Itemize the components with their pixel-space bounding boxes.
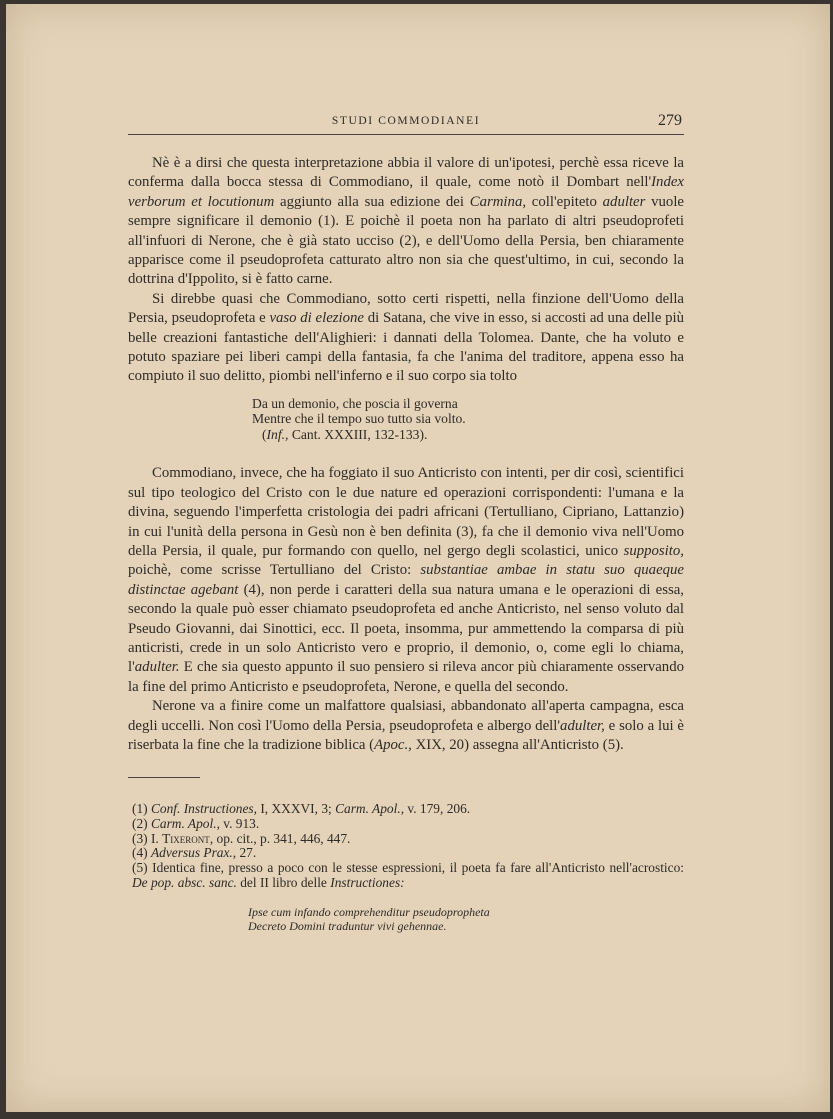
page-number: 279	[658, 112, 682, 129]
paragraph-2: Si direbbe quasi che Commodiano, sotto certi rispetti, nella finzione dell'Uomo della Persia, pseudoprofeta e vaso di elezione di Satana, che vive in esso, si accosti ad una delle più belle creazioni fantastiche dell'Alighieri: i dannati della Tolomea. Dante, che ha voluto e potuto spaziare pei liberi campi della fantasia, fa che l'anima del traditore, appena esso ha compiuto il suo delitto, piombi nell'inferno e il suo corpo sia tolto	[128, 290, 685, 385]
running-title: STUDI COMMODIANEI	[331, 115, 481, 127]
footnote-1: (1) Conf. Instructiones, I, XXXVI, 3; Carm. Apol., v. 179, 206.	[132, 801, 471, 816]
book-page	[6, 4, 830, 1112]
verse-citation: (Inf., Cant. XXXIII, 132-133).	[262, 426, 428, 442]
footnote-5: (5) Identica fine, presso a poco con le stesse espressioni, il poeta fa fare all'Anticristo nell'acrostico: De pop. absc. sanc. del II libro delle Instructiones:	[132, 860, 684, 890]
footnote-verse	[248, 905, 684, 933]
verse-line: Mentre che il tempo suo tutto sia volto.	[252, 411, 466, 427]
footnote-4: (4) Adversus Prax., 27.	[132, 845, 257, 861]
verse-line: Da un demonio, che poscia il governa	[252, 395, 458, 411]
verse-line: Ipse cum infando comprehenditur pseudopropheta	[248, 904, 490, 919]
main-text	[128, 154, 684, 755]
footnote-3: (3) I. Tixeront, op. cit., p. 341, 446, 447.	[132, 830, 351, 846]
footnote-2: (2) Carm. Apol., v. 913.	[132, 815, 260, 831]
verse-line: Decreto Domini traduntur vivi gehennae.	[248, 918, 447, 933]
footnotes	[128, 802, 684, 933]
paragraph-4: Nerone va a finire come un malfattore qualsiasi, abbandonato all'aperta campagna, esca degli uccelli. Non così l'Uomo della Persia, pseudoprofeta e albergo dell'adulter, e solo a lui è riserbata la fine che la tradizione biblica (Apoc., XIX, 20) assegna all'Anticristo (5).	[128, 698, 684, 754]
paragraph-3: Commodiano, invece, che ha foggiato il suo Anticristo con intenti, per dir così, scientifici sul tipo teologico del Cristo con le due nature ed operazioni corrispondenti: l'umana e la divina, seguendo l'imperfetta cristologia dei padri africani (Tertulliano, Cipriano, Lattanzio) in cui l'unità della persona in Gesù non è ben definita (3), fa che il demonio viva nell'Uomo della Persia, il quale, pur formando con quello, nel gergo degli scolastici, unico supposito, poichè, come scrisse Tertulliano del Cristo: substantiae ambae in statu suo quaeque distinctae agebant (4), non perde i caratteri della sua natura umana e le operazioni di essa, secondo la quale può esser chiamato pseudoprofeta ed anche Anticristo, nel senso voluto dal Pseudo Giovanni, dai Sinottici, ecc. Il poeta, insomma, pur ammettendo la comparsa di più anticristi, crede in un solo Anticristo vero e proprio, il demonio, o, come egli lo chiama, l'adulter. E che sia questo appunto il suo pensiero si rileva ancor più chiaramente osservando la fine del primo Anticristo e pseudoprofeta, Nerone, e quella del secondo.	[128, 465, 685, 695]
running-head	[128, 112, 684, 135]
paragraph-1: Nè è a dirsi che questa interpretazione abbia il valore di un'ipotesi, perchè essa riceve la conferma dalla bocca stessa di Commodiano, il quale, come notò il Dombart nell'Index verborum et locutionum aggiunto alla sua edizione dei Carmina, coll'epiteto adulter vuole sempre significare il demonio (1). E poichè il poeta non ha parlato di altri pseudoprofeti all'infuori di Nerone, che è già stato ucciso (2), e dell'Uomo della Persia, ben chiaramente apparisce come il pseudoprofeta catturato altro non sia che quest'ultimo, in cui, secondo la dottrina d'Ippolito, si è fatto carne.	[128, 155, 684, 288]
dante-verse	[252, 396, 684, 443]
footnote-rule	[128, 777, 200, 778]
